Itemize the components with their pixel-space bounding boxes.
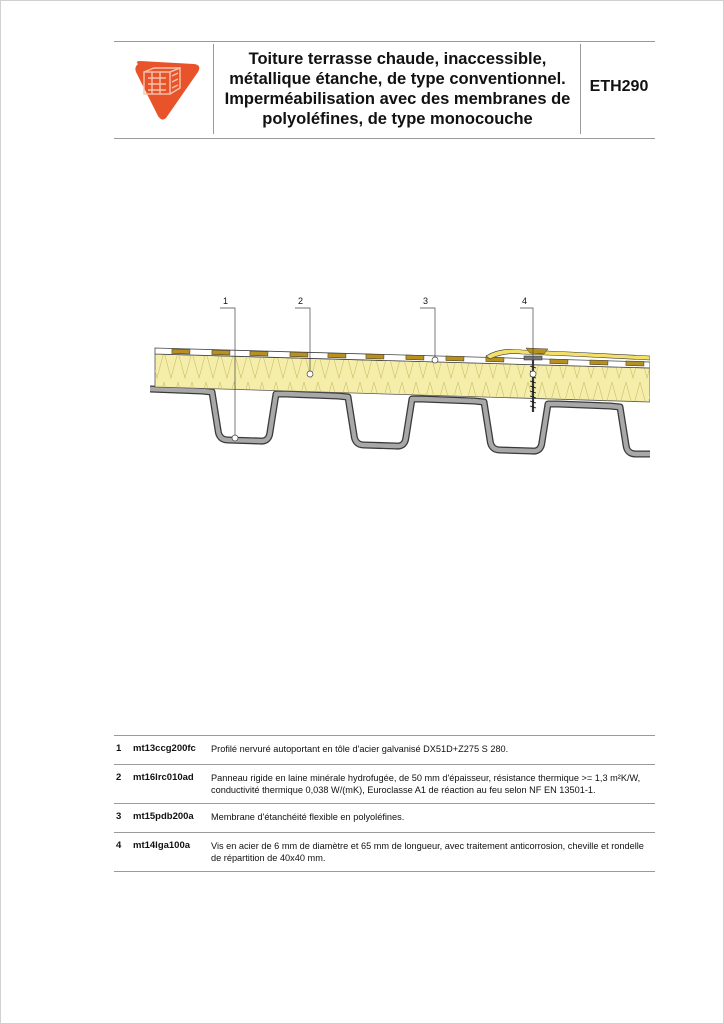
callout-label: 3 bbox=[423, 296, 429, 306]
legend-row bbox=[114, 764, 655, 803]
legend-number: 4 bbox=[116, 840, 122, 851]
roof-section-drawing bbox=[150, 290, 650, 460]
legend-description: Panneau rigide en laine minérale hydrofugée, de 50 mm d'épaisseur, résistance thermique >= 1,3 m²K/W, conductivité thermique 0,038 W/(mK), Euroclasse A1 de réaction au feu selon NF EN 13501-1. bbox=[211, 773, 641, 795]
detail-code: ETH290 bbox=[589, 78, 649, 95]
legend-reference: mt15pdb200a bbox=[133, 811, 194, 822]
legend-reference: mt16lrc010ad bbox=[133, 772, 194, 783]
legend-row bbox=[114, 832, 655, 872]
page-title: Toiture terrasse chaude, inaccessible, métallique étanche, de type conventionnel. Imperméabilisation avec des membranes de polyoléfines, de type monocouche bbox=[224, 50, 571, 128]
header-top-rule bbox=[114, 41, 655, 42]
legend-number: 1 bbox=[116, 743, 122, 754]
legend-row bbox=[114, 803, 655, 832]
legend-table bbox=[114, 735, 655, 872]
legend-reference: mt13ccg200fc bbox=[133, 743, 196, 754]
header-divider-right bbox=[580, 44, 581, 134]
header-divider-left bbox=[213, 44, 214, 134]
legend-number: 3 bbox=[116, 811, 122, 822]
legend-description: Membrane d'étanchéité flexible en polyoléfines. bbox=[211, 812, 405, 822]
legend-description: Vis en acier de 6 mm de diamètre et 65 mm de longueur, avec traitement anticorrosion, cheville et rondelle de répartition de 40x40 mm. bbox=[211, 841, 644, 863]
legend-description: Profilé nervuré autoportant en tôle d'acier galvanisé DX51D+Z275 S 280. bbox=[211, 744, 509, 754]
legend-row bbox=[114, 735, 655, 764]
legend-number: 2 bbox=[116, 772, 122, 783]
callout-label: 1 bbox=[223, 296, 229, 306]
callout-label: 4 bbox=[522, 296, 528, 306]
legend-reference: mt14lga100a bbox=[133, 840, 191, 851]
callout-label: 2 bbox=[298, 296, 304, 306]
brand-logo-icon bbox=[132, 58, 202, 122]
header-bottom-rule bbox=[114, 138, 655, 139]
